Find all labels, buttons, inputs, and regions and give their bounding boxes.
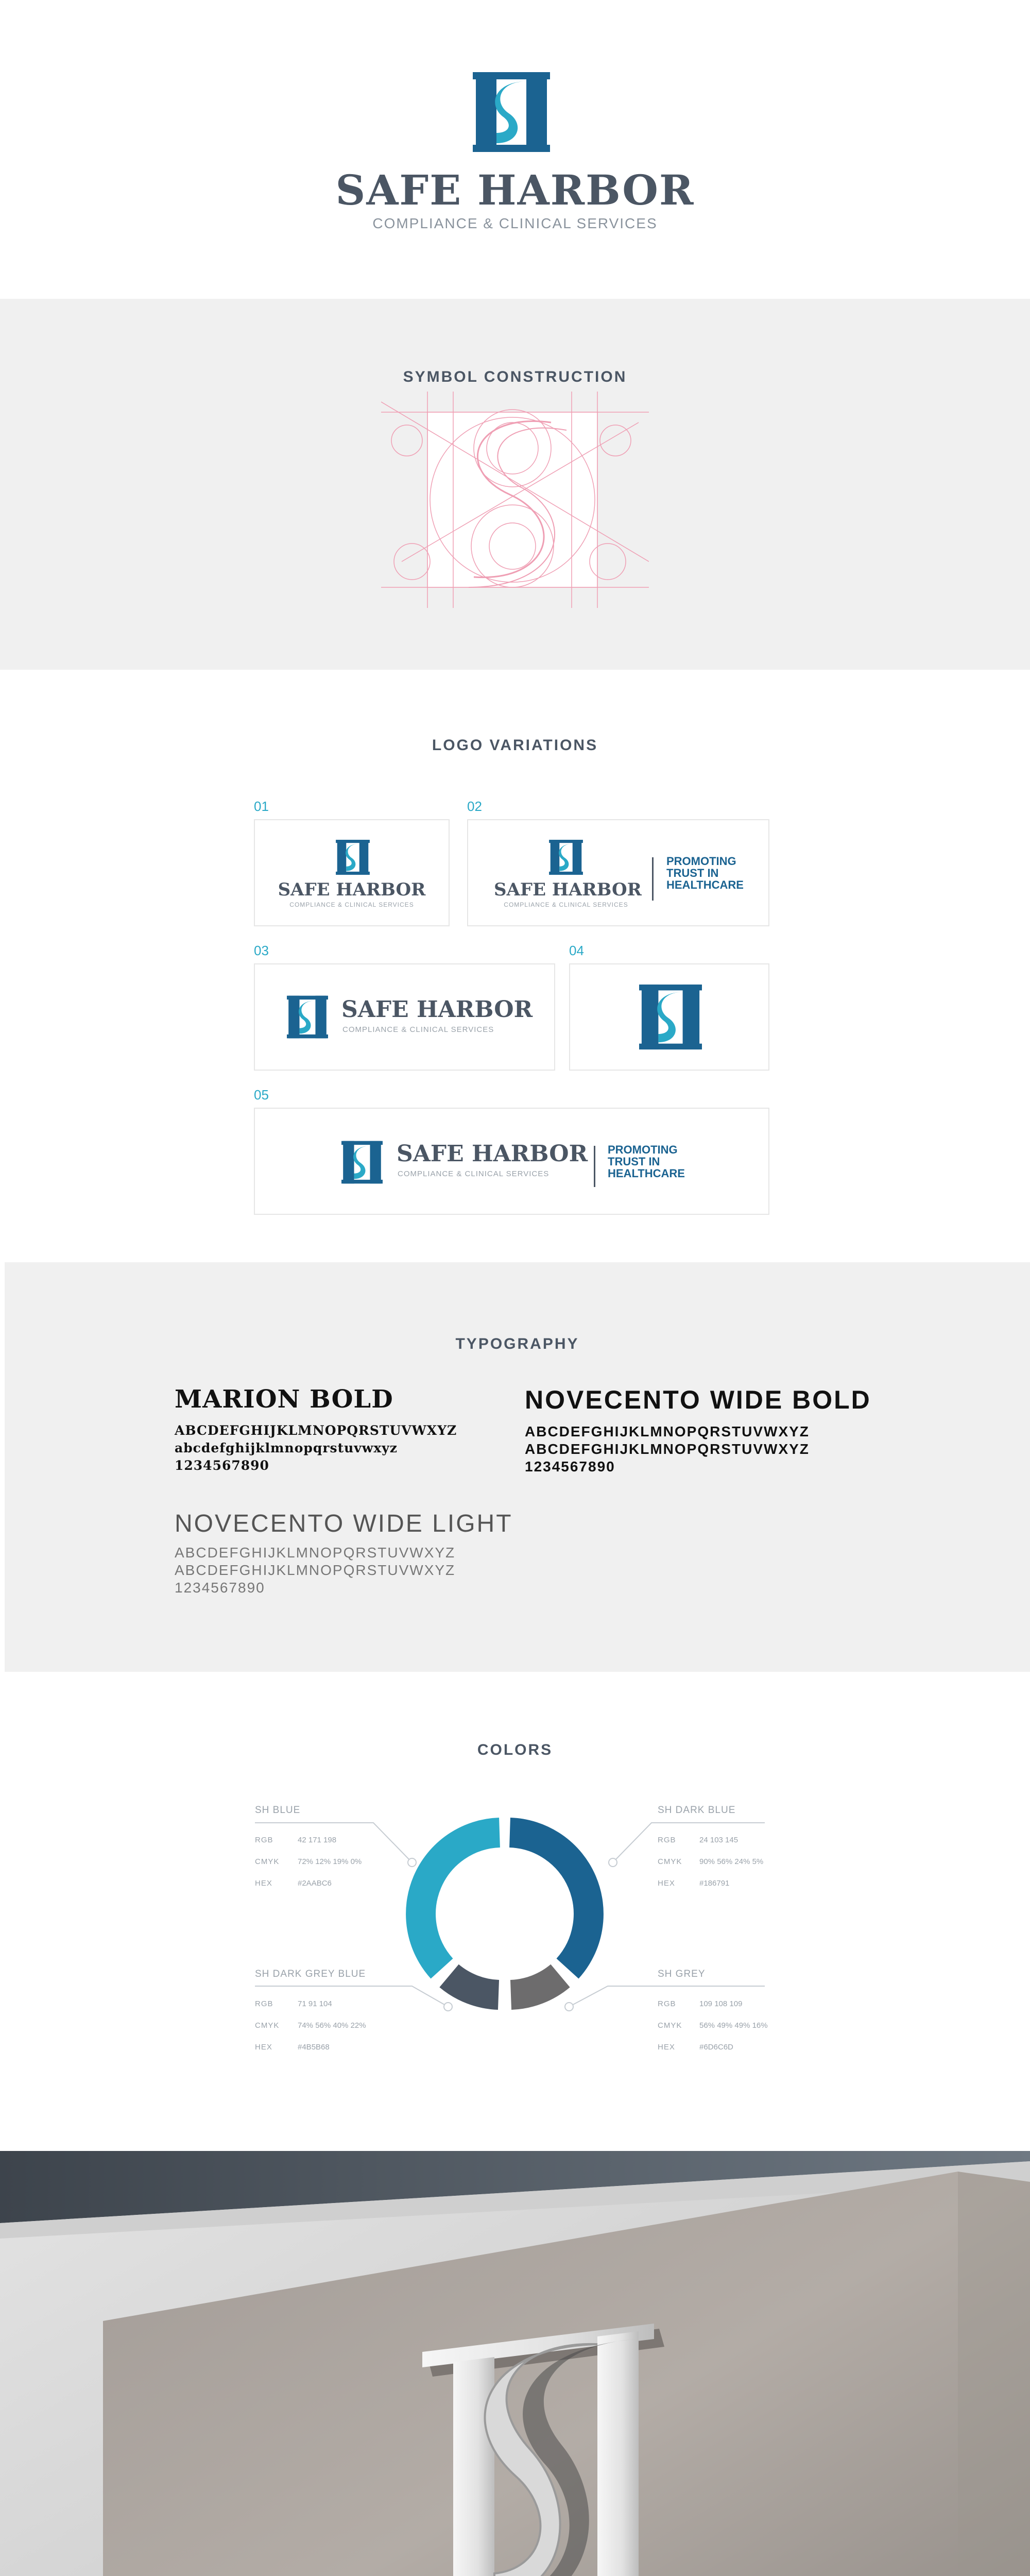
logo-variations-section bbox=[0, 670, 1030, 1262]
variation-number-04: 04 bbox=[569, 943, 584, 958]
sh-logo-mark bbox=[639, 984, 702, 1050]
variation-brand-name: SAFE HARBOR bbox=[341, 996, 533, 1023]
sh-3d-logo-sign bbox=[422, 2324, 664, 2576]
variation-brand-name: SAFE HARBOR bbox=[397, 1141, 588, 1167]
variation-brand-tagline: COMPLIANCE & CLINICAL SERVICES bbox=[398, 1170, 550, 1178]
color-name-sh-blue: SH BLUE bbox=[255, 1805, 301, 1816]
color-label-hex: HEX bbox=[658, 1879, 675, 1888]
color-name-sh-dark-grey-blue: SH DARK GREY BLUE bbox=[255, 1969, 366, 1979]
variation-number-03: 03 bbox=[254, 943, 269, 958]
donut-segment-sh-blue bbox=[421, 1833, 500, 1969]
color-value-sh-dark-grey-blue-hex: #4B5B68 bbox=[298, 2043, 330, 2052]
variation-promo-text: PROMOTING TRUST IN HEALTHCARE bbox=[608, 1143, 685, 1180]
logo-variation-01[interactable] bbox=[254, 819, 450, 926]
color-value-sh-grey-cmyk: 56% 49% 49% 16% bbox=[699, 2021, 768, 2030]
logo-variation-04[interactable] bbox=[569, 963, 769, 1071]
novecento-bold-title: NOVECENTO WIDE BOLD bbox=[525, 1385, 871, 1414]
variation-brand-name: SAFE HARBOR bbox=[278, 879, 426, 900]
color-value-sh-grey-hex: #6D6C6D bbox=[699, 2043, 733, 2052]
variation-number-01: 01 bbox=[254, 799, 269, 814]
typography-section bbox=[5, 1262, 1030, 1672]
variation-divider bbox=[652, 857, 654, 901]
signage-wall-illustration bbox=[0, 2151, 1030, 2576]
hero-brand-tagline: COMPLIANCE & CLINICAL SERVICES bbox=[372, 215, 658, 231]
marion-bold-title: MARION BOLD bbox=[175, 1385, 393, 1414]
color-label-cmyk: CMYK bbox=[658, 1857, 682, 1866]
novecento-bold-lowercase: ABCDEFGHIJKLMNOPQRSTUVWXYZ bbox=[525, 1441, 810, 1457]
color-label-cmyk: CMYK bbox=[255, 2021, 280, 2030]
color-label-hex: HEX bbox=[255, 2043, 272, 2052]
color-label-cmyk: CMYK bbox=[658, 2021, 682, 2030]
logo-variation-05[interactable] bbox=[254, 1108, 769, 1215]
colors-title: COLORS bbox=[477, 1741, 553, 1758]
color-label-rgb: RGB bbox=[658, 1836, 676, 1844]
novecento-bold-uppercase: ABCDEFGHIJKLMNOPQRSTUVWXYZ bbox=[525, 1423, 810, 1439]
novecento-light-uppercase: ABCDEFGHIJKLMNOPQRSTUVWXYZ bbox=[175, 1545, 456, 1561]
color-label-hex: HEX bbox=[658, 2043, 675, 2052]
typography-title: TYPOGRAPHY bbox=[455, 1335, 579, 1352]
sh-logo-mark bbox=[549, 840, 583, 875]
variation-divider bbox=[594, 1146, 595, 1187]
variation-brand-name: SAFE HARBOR bbox=[494, 879, 642, 900]
novecento-light-lowercase: ABCDEFGHIJKLMNOPQRSTUVWXYZ bbox=[175, 1562, 456, 1578]
marion-bold-uppercase: ABCDEFGHIJKLMNOPQRSTUVWXYZ bbox=[175, 1423, 457, 1438]
color-value-sh-dark-blue-hex: #186791 bbox=[699, 1879, 730, 1888]
variation-number-05: 05 bbox=[254, 1087, 269, 1103]
color-value-sh-blue-cmyk: 72% 12% 19% 0% bbox=[298, 1857, 362, 1866]
construction-title: SYMBOL CONSTRUCTION bbox=[403, 368, 627, 385]
novecento-bold-digits: 1234567890 bbox=[525, 1459, 615, 1475]
logo-variation-03[interactable] bbox=[254, 963, 555, 1071]
colors-section bbox=[0, 1672, 1030, 2151]
color-value-sh-dark-grey-blue-rgb: 71 91 104 bbox=[298, 1999, 332, 2008]
variation-number-02: 02 bbox=[467, 799, 482, 814]
sh-logo-mark bbox=[287, 995, 328, 1039]
color-value-sh-blue-rgb: 42 171 198 bbox=[298, 1836, 337, 1844]
color-label-cmyk: CMYK bbox=[255, 1857, 280, 1866]
color-donut-chart bbox=[402, 1811, 608, 2017]
color-label-rgb: RGB bbox=[255, 1999, 273, 2008]
novecento-light-digits: 1234567890 bbox=[175, 1580, 265, 1596]
variation-brand-tagline: COMPLIANCE & CLINICAL SERVICES bbox=[504, 901, 628, 908]
color-value-sh-blue-hex: #2AABC6 bbox=[298, 1879, 332, 1888]
color-value-sh-dark-grey-blue-cmyk: 74% 56% 40% 22% bbox=[298, 2021, 366, 2030]
hero-section bbox=[0, 0, 1030, 299]
donut-segment-sh-dark-grey-blue bbox=[449, 1976, 499, 1995]
marion-bold-lowercase: abcdefghijklmnopqrstuvwxyz bbox=[175, 1440, 398, 1455]
color-value-sh-dark-blue-rgb: 24 103 145 bbox=[699, 1836, 739, 1844]
variation-brand-tagline: COMPLIANCE & CLINICAL SERVICES bbox=[342, 1025, 494, 1034]
color-name-sh-grey: SH GREY bbox=[658, 1969, 706, 1979]
sh-logo-mark bbox=[341, 1141, 383, 1184]
hero-brand-name: SAFE HARBOR bbox=[335, 166, 695, 214]
color-label-rgb: RGB bbox=[658, 1999, 676, 2008]
sh-logo-mark bbox=[473, 72, 550, 152]
marion-bold-digits: 1234567890 bbox=[175, 1458, 269, 1473]
donut-segment-sh-dark-blue bbox=[510, 1833, 589, 1969]
color-label-rgb: RGB bbox=[255, 1836, 273, 1844]
logo-variation-02[interactable] bbox=[467, 819, 769, 926]
variation-promo-text: PROMOTING TRUST IN HEALTHCARE bbox=[666, 855, 744, 892]
donut-segment-sh-grey bbox=[511, 1976, 560, 1995]
signage-mockup-photo bbox=[0, 2151, 1030, 2576]
color-value-sh-dark-blue-cmyk: 90% 56% 24% 5% bbox=[699, 1857, 764, 1866]
construction-grid-diagram bbox=[381, 392, 649, 608]
symbol-construction-section bbox=[0, 299, 1030, 670]
variations-title: LOGO VARIATIONS bbox=[432, 737, 598, 754]
sh-logo-mark bbox=[336, 840, 370, 875]
color-value-sh-grey-rgb: 109 108 109 bbox=[699, 1999, 743, 2008]
variation-brand-tagline: COMPLIANCE & CLINICAL SERVICES bbox=[289, 901, 414, 908]
color-name-sh-dark-blue: SH DARK BLUE bbox=[658, 1805, 736, 1816]
novecento-light-title: NOVECENTO WIDE LIGHT bbox=[175, 1510, 513, 1537]
color-label-hex: HEX bbox=[255, 1879, 272, 1888]
